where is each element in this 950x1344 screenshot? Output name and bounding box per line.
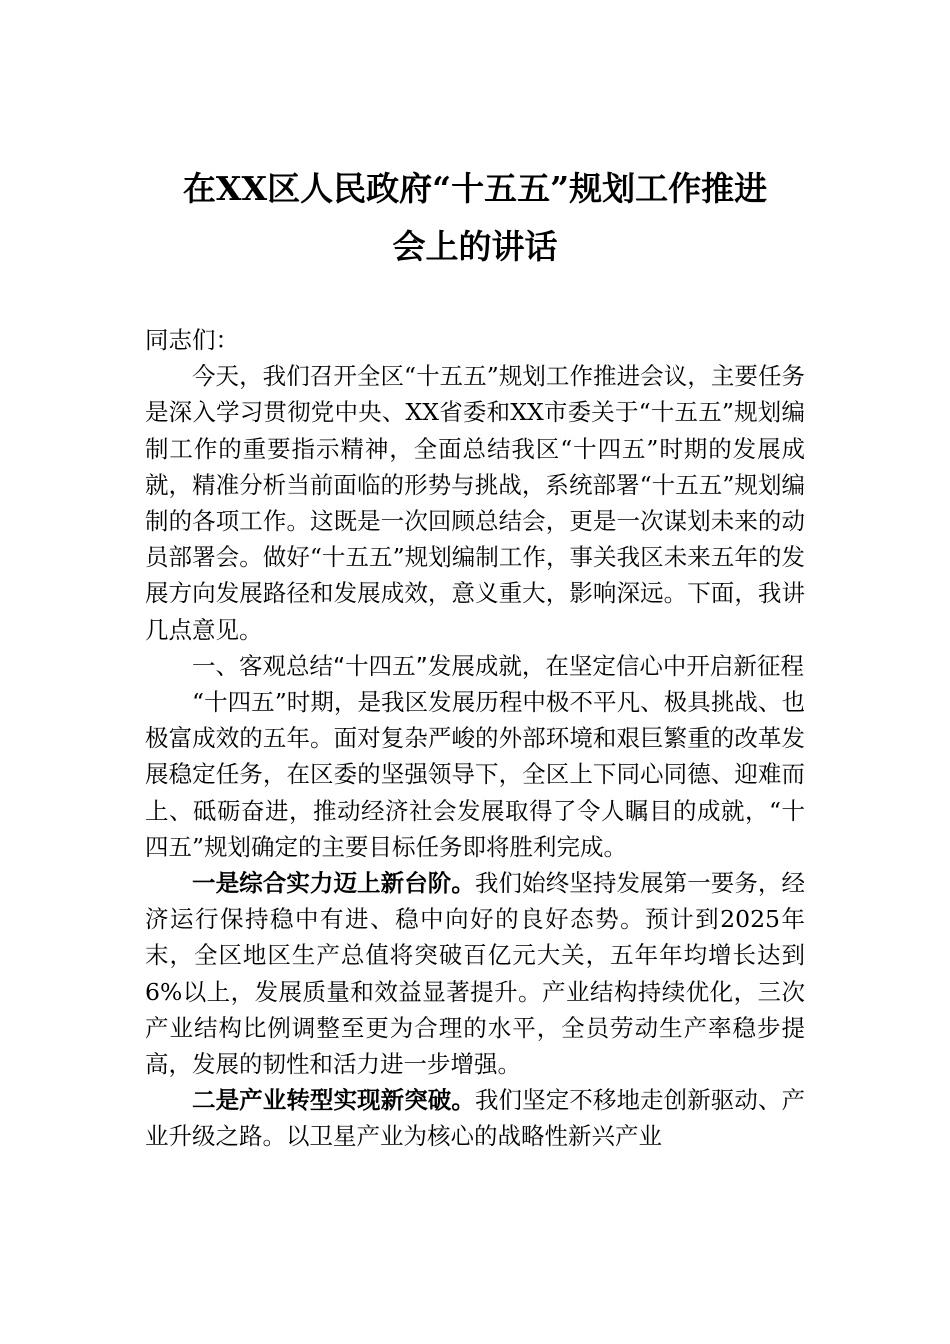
document-body (145, 322, 805, 1155)
salutation: 同志们： (145, 326, 239, 354)
section-1-paragraph: “十四五”时期，是我区发展历程中极不平凡、极具挑战、也极富成效的五年。面对复杂严峻的外部环境和艰巨繁重的改革发展稳定任务，在区委的坚强领导下，全区上下同心同德、迎难而上、砥砺奋进，推动经济社会发展取得了令人瞩目的成就，“十四五”规划确定的主要目标任务即将胜利完成。 (145, 688, 805, 861)
point-2-lead: 二是产业转型实现新突破。 (192, 1086, 475, 1115)
section-1-heading: 一、客观总结“十四五”发展成就，在坚定信心中开启新征程 (192, 651, 804, 680)
point-1-lead: 一是综合实力迈上新台阶。 (192, 869, 475, 898)
title-line-2: 会上的讲话 (392, 227, 558, 266)
point-2-text: 我们坚定不移地走创新驱动、产业升级之路。以卫星产业为核心的战略性新兴产业 (145, 1086, 806, 1151)
intro-paragraph: 今天，我们召开全区“十五五”规划工作推进会议，主要任务是深入学习贯彻党中央、XX省委和XX市委关于“十五五”规划编制工作的重要指示精神，全面总结我区“十四五”时期的发展成就，精准分析当前面临的形势与挑战，系统部署“十五五”规划编制的各项工作。这既是一次回顾总结会，更是一次谋划未来的动员部署会。做好“十五五”规划编制工作，事关我区未来五年的发展方向发展路径和发展成效，意义重大，影响深远。下面，我讲几点意见。 (145, 362, 805, 644)
point-1-text: 我们始终坚持发展第一要务，经济运行保持稳中有进、稳中向好的良好态势。预计到2025年末，全区地区生产总值将突破百亿元大关，五年年均增长达到6%以上，发展质量和效益显著提升。产业结构持续优化，三次产业结构比例调整至更为合理的水平，全员劳动生产率稳步提高，发展的韧性和活力进一步增强。 (145, 869, 806, 1079)
title-line-1: 在XX区人民政府“十五五”规划工作推进 (182, 169, 768, 208)
document-title (145, 160, 805, 276)
point-1-paragraph (145, 865, 805, 1082)
point-2-paragraph (145, 1082, 805, 1154)
